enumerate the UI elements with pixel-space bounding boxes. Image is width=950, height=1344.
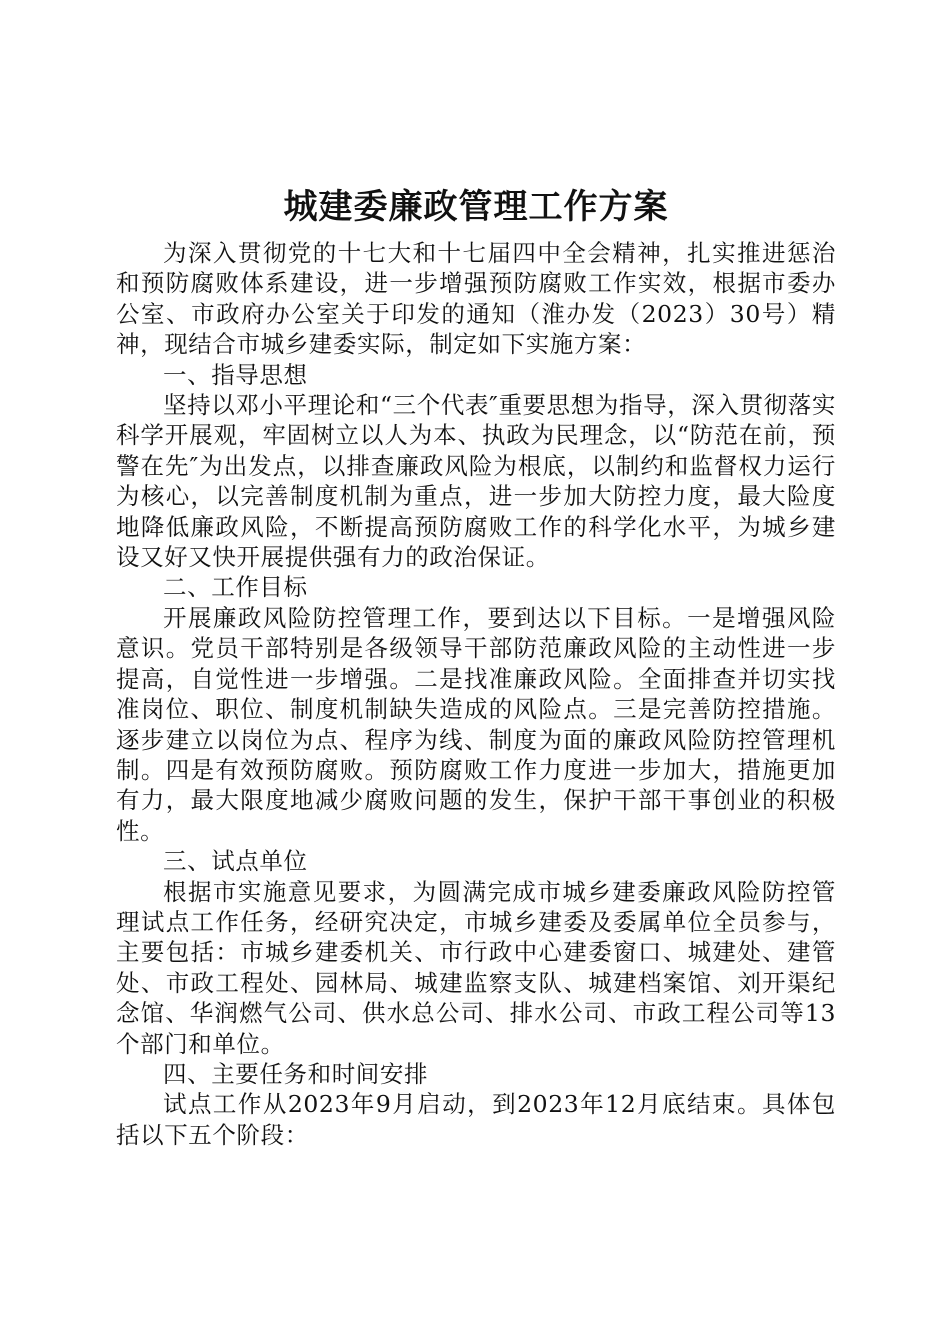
- section-heading-pilot-units: 三、试点单位: [163, 847, 308, 876]
- section-body-pilot-units: 根据市实施意见要求，为圆满完成市城乡建委廉政风险防控管理试点工作任务，经研究决定，市城乡建委及委属单位全员参与，主要包括：市城乡建委机关、市行政中心建委窗口、城建处、建管处、市政工程处、园林局、城建监察支队、城建档案馆、刘开渠纪念馆、华润燃气公司、供水总公司、排水公司、市政工程公司等13个部门和单位。: [116, 877, 836, 1058]
- section-heading-guiding-ideology: 一、指导思想: [163, 360, 308, 389]
- section-body-guiding-ideology: 坚持以邓小平理论和“三个代表″重要思想为指导，深入贯彻落实科学开展观，牢固树立以人为本、执政为民理念，以“防范在前，预警在先″为出发点，以排查廉政风险为根底，以制约和监督权力运行为核心，以完善制度机制为重点，进一步加大防控力度，最大险度地降低廉政风险，不断提高预防腐败工作的科学化水平，为城乡建设又好又快开展提供强有力的政治保证。: [116, 391, 836, 572]
- section-heading-work-goals: 二、工作目标: [163, 573, 308, 602]
- document-body: [116, 182, 836, 1150]
- intro-paragraph: 为深入贯彻党的十七大和十七届四中全会精神，扎实推进惩治和预防腐败体系建设，进一步增强预防腐败工作实效，根据市委办公室、市政府办公室关于印发的通知（淮办发（2023）30号）精神，现结合市城乡建委实际，制定如下实施方案：: [116, 239, 836, 359]
- section-body-work-goals: 开展廉政风险防控管理工作，要到达以下目标。一是增强风险意识。党员干部特别是各级领导干部防范廉政风险的主动性进一步提高，自觉性进一步增强。二是找准廉政风险。全面排查并切实找准岗位、职位、制度机制缺失造成的风险点。三是完善防控措施。逐步建立以岗位为点、程序为线、制度为面的廉政风险防控管理机制。四是有效预防腐败。预防腐败工作力度进一步加大，措施更加有力，最大限度地减少腐败问题的发生，保护干部干事创业的积极性。: [116, 603, 836, 845]
- document-title: 城建委廉政管理工作方案: [283, 187, 669, 227]
- section-heading-tasks-schedule: 四、主要任务和时间安排: [163, 1059, 429, 1088]
- section-body-tasks-schedule: 试点工作从2023年9月启动，到2023年12月底结束。具体包括以下五个阶段：: [116, 1090, 836, 1149]
